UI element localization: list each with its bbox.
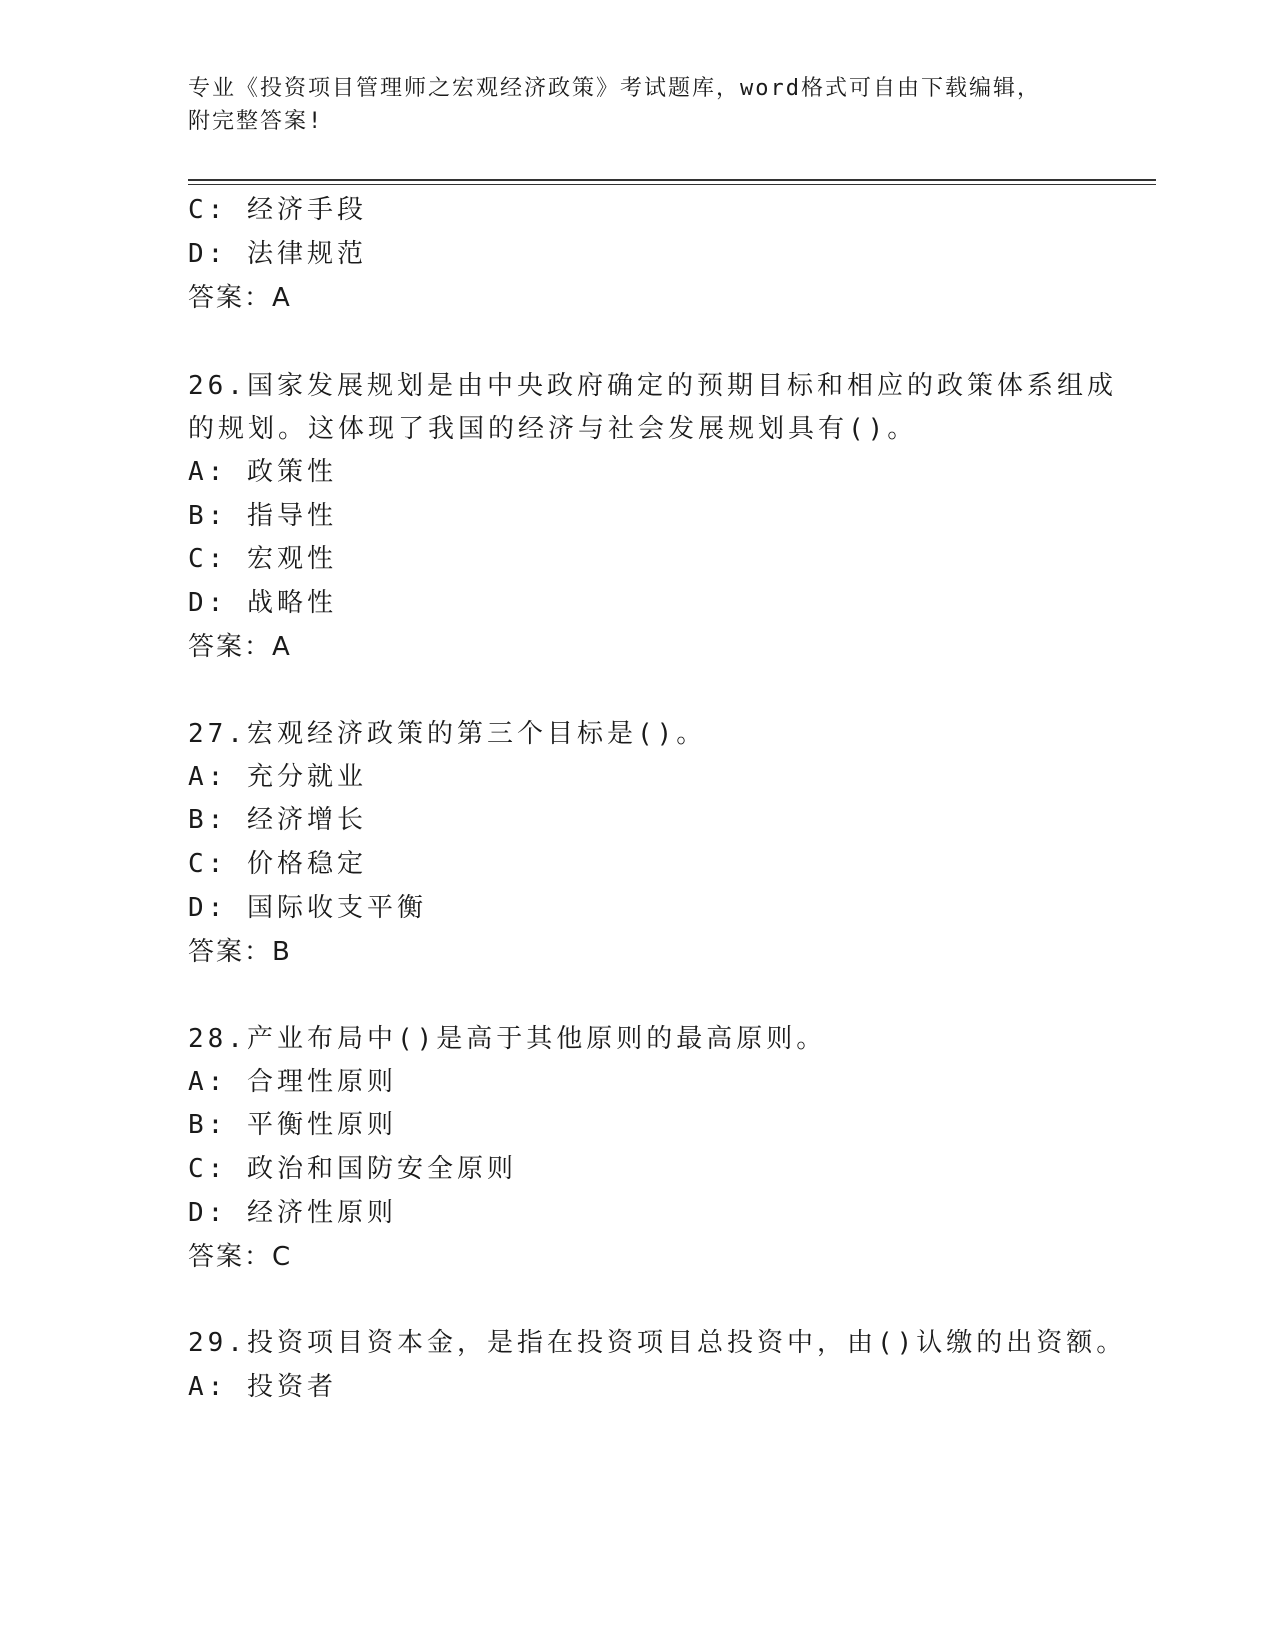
q26-option-d: D: 战略性 — [188, 588, 337, 618]
q28-option-b: B: 平衡性原则 — [188, 1110, 397, 1140]
q25-option-d: D: 法律规范 — [188, 239, 367, 269]
q26-option-a: A: 政策性 — [188, 457, 337, 487]
q29-option-a: A: 投资者 — [188, 1372, 337, 1402]
q27-option-b: B: 经济增长 — [188, 805, 367, 835]
q27-option-a: A: 充分就业 — [188, 762, 367, 792]
q27-option-d: D: 国际收支平衡 — [188, 893, 427, 923]
q27-option-c: C: 价格稳定 — [188, 849, 367, 879]
q26-option-c: C: 宏观性 — [188, 544, 337, 574]
header-line-1: 专业《投资项目管理师之宏观经济政策》考试题库，word格式可自由下载编辑， — [188, 76, 1041, 101]
q28-option-d: D: 经济性原则 — [188, 1198, 397, 1228]
q25-answer: 答案：A — [188, 283, 292, 313]
page-header — [188, 72, 1088, 138]
header-divider-thick — [188, 179, 1156, 181]
q28-stem: 28.产业布局中()是高于其他原则的最高原则。 — [188, 1024, 827, 1054]
q29-stem: 29.投资项目资本金，是指在投资项目总投资中，由()认缴的出资额。 — [188, 1328, 1127, 1358]
q28-option-c: C: 政治和国防安全原则 — [188, 1154, 517, 1184]
q26-option-b: B: 指导性 — [188, 501, 337, 531]
q26-stem-1: 26.国家发展规划是由中央政府确定的预期目标和相应的政策体系组成 — [188, 371, 1117, 401]
q28-answer: 答案：C — [188, 1242, 293, 1272]
header-divider-thin — [188, 184, 1156, 185]
q25-option-c: C: 经济手段 — [188, 195, 367, 225]
q28-option-a: A: 合理性原则 — [188, 1067, 397, 1097]
q27-answer: 答案：B — [188, 937, 292, 967]
q26-answer: 答案：A — [188, 632, 292, 662]
header-line-2: 附完整答案! — [188, 109, 324, 134]
q26-stem-2: 的规划。这体现了我国的经济与社会发展规划具有()。 — [188, 414, 918, 444]
q27-stem: 27.宏观经济政策的第三个目标是()。 — [188, 719, 707, 749]
